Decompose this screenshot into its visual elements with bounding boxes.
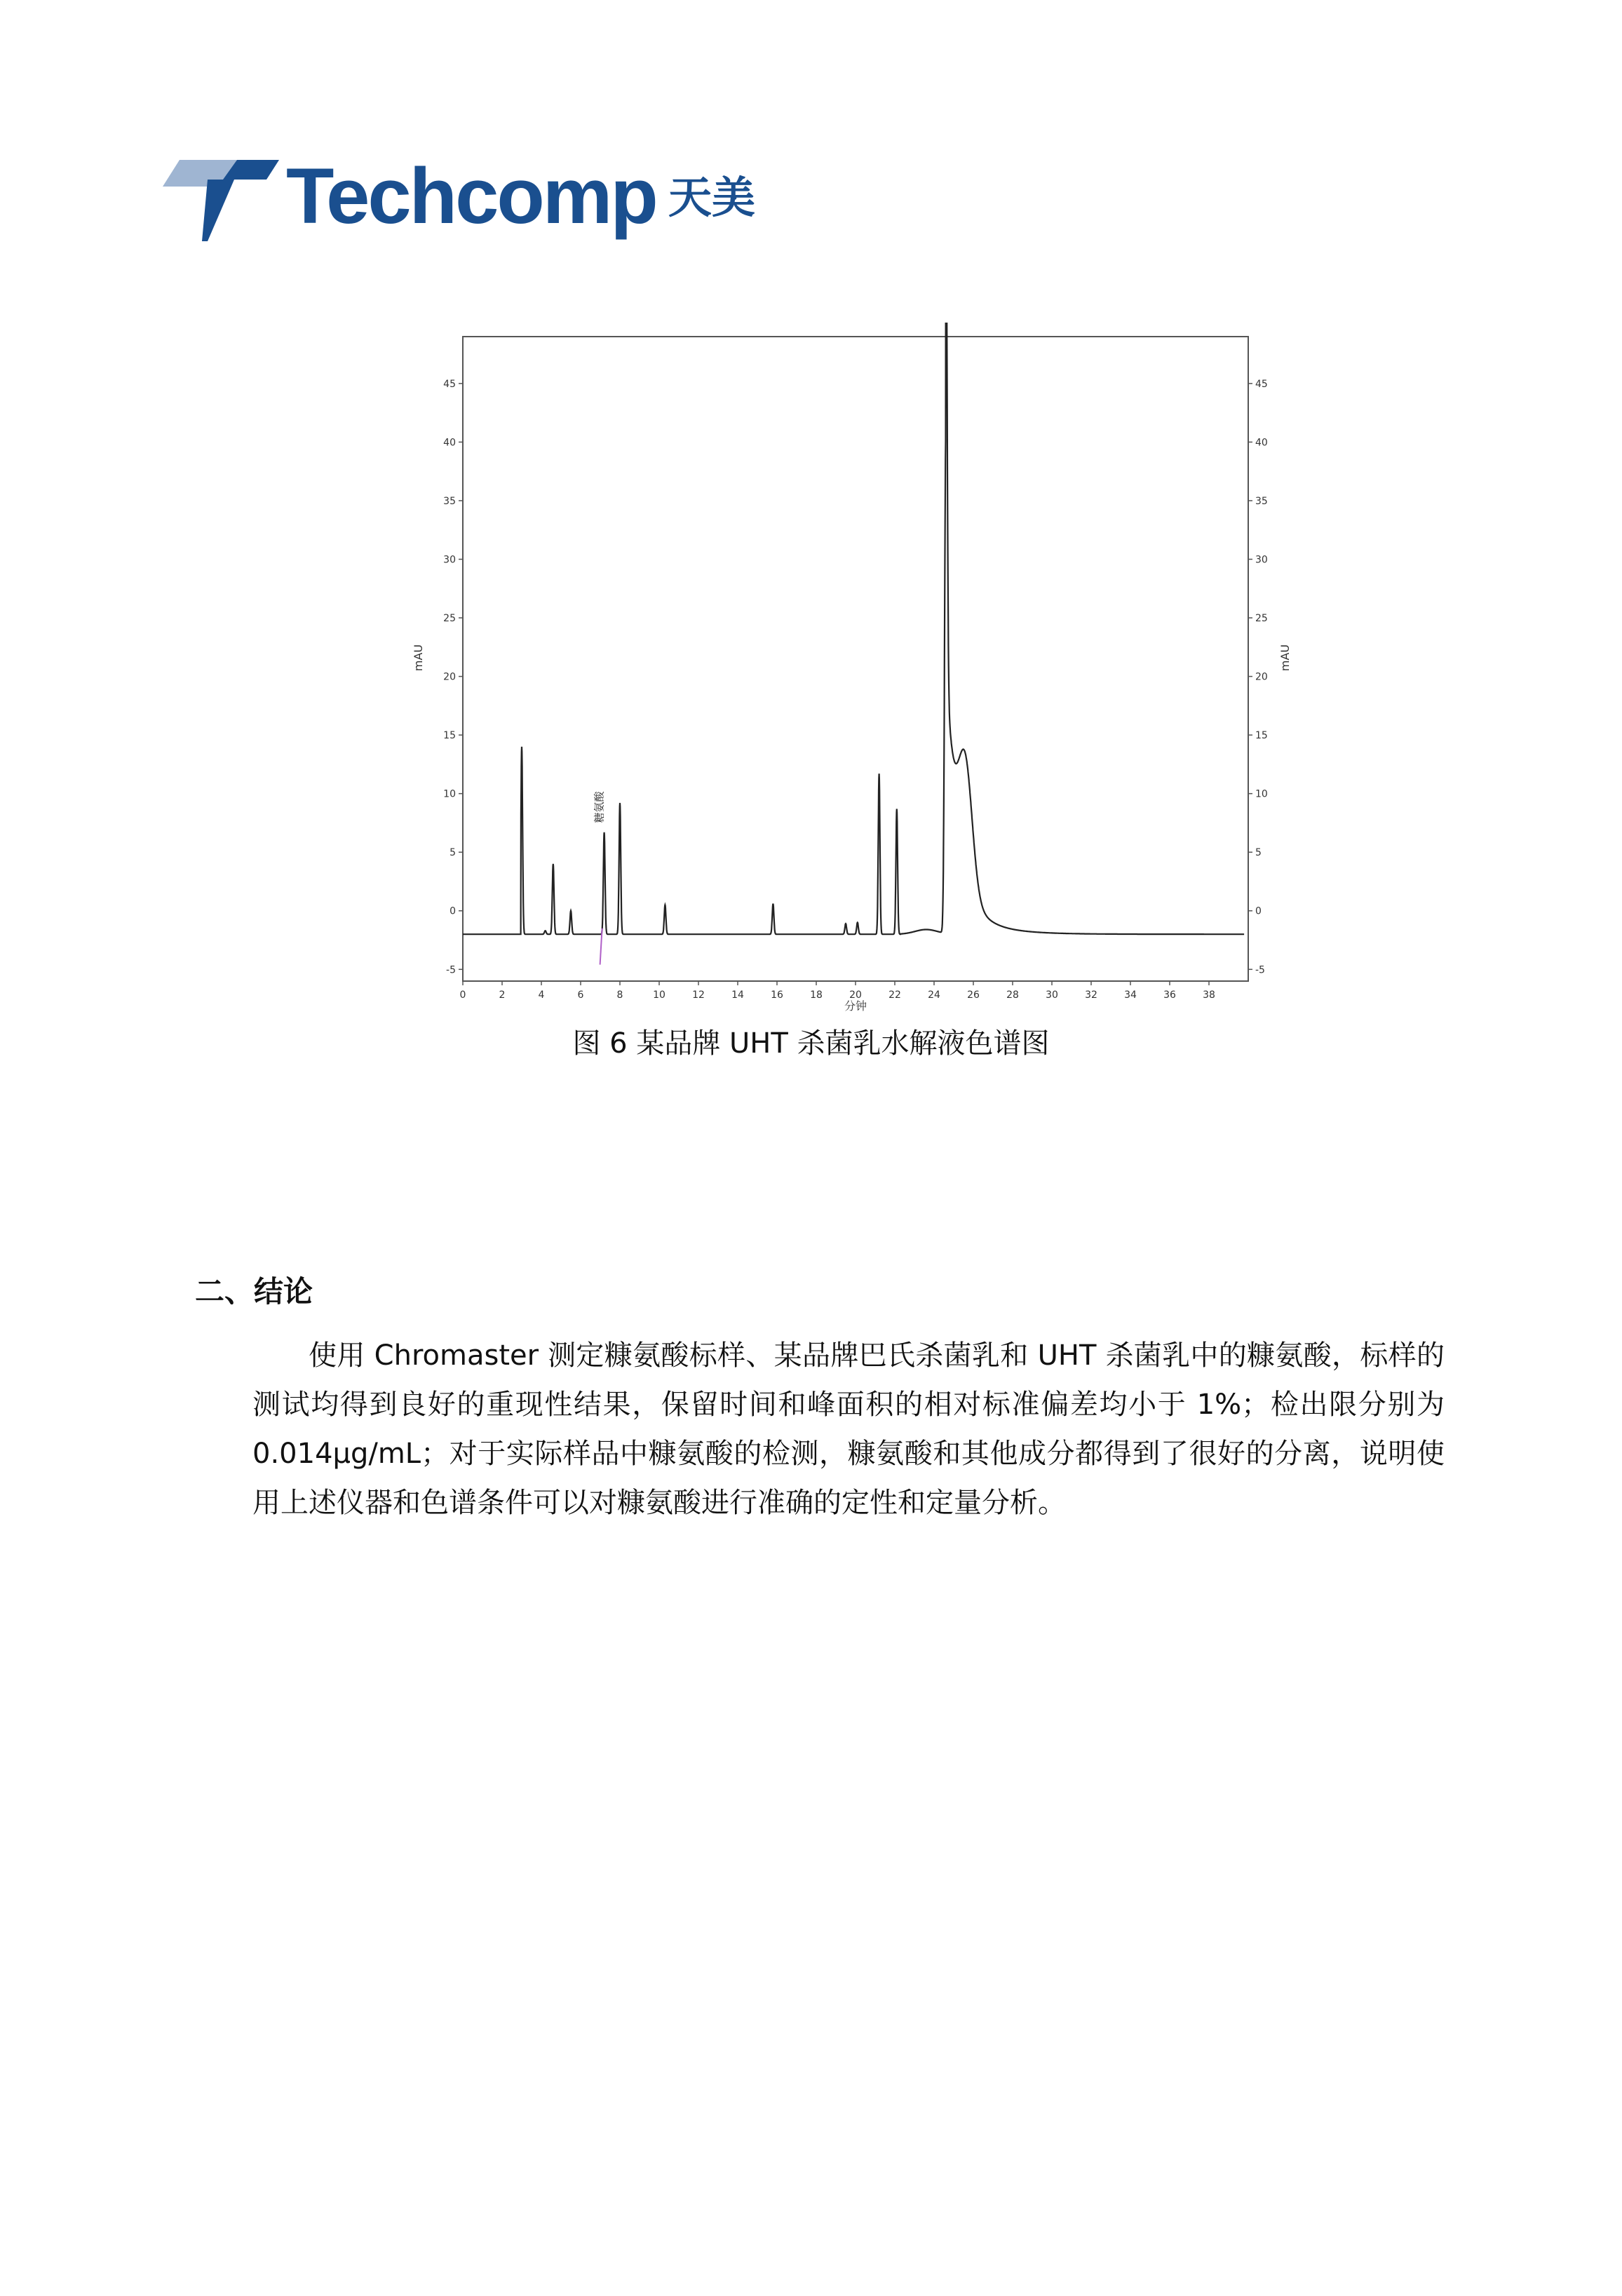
y-tick-label-left: 15 xyxy=(443,730,456,742)
chromatogram-trace xyxy=(463,323,1244,934)
x-tick-label: 18 xyxy=(810,990,823,1001)
x-tick-label: 6 xyxy=(577,990,584,1001)
y-tick-label-right: 40 xyxy=(1255,437,1268,449)
y-axis-left-ticks xyxy=(443,379,463,975)
x-tick-label: 22 xyxy=(888,990,901,1001)
y-tick-label-left: 30 xyxy=(443,554,456,566)
x-axis-label: 分钟 xyxy=(844,999,867,1013)
x-tick-label: 20 xyxy=(849,990,862,1001)
y-tick-label-right: 10 xyxy=(1255,788,1268,800)
y-tick-label-right: 15 xyxy=(1255,730,1268,742)
x-tick-label: 8 xyxy=(616,990,623,1001)
y-tick-label-right: 45 xyxy=(1255,378,1268,390)
x-tick-label: 2 xyxy=(499,990,506,1001)
y-axis-label-left: mAU xyxy=(412,644,425,672)
y-tick-label-left: 10 xyxy=(443,788,456,800)
section-heading: 二、结论 xyxy=(195,1274,313,1309)
y-tick-label-left: 20 xyxy=(443,671,456,683)
y-tick-label-right: 35 xyxy=(1255,495,1268,507)
logo-wordmark: Techcomp xyxy=(286,152,656,240)
y-tick-label-right: -5 xyxy=(1255,964,1265,976)
x-tick-label: 4 xyxy=(538,990,545,1001)
peak-annotation-label: 糖氨酸 xyxy=(593,791,606,823)
y-tick-label-right: 5 xyxy=(1255,847,1262,859)
y-tick-label-right: 0 xyxy=(1255,905,1262,917)
x-axis-ticks xyxy=(460,981,1215,1001)
y-tick-label-left: 40 xyxy=(443,437,456,449)
y-tick-label-left: 0 xyxy=(450,905,456,917)
x-tick-label: 28 xyxy=(1006,990,1019,1001)
y-tick-label-left: 35 xyxy=(443,495,456,507)
x-tick-label: 30 xyxy=(1046,990,1058,1001)
conclusion-paragraph: 使用 Chromaster 测定糠氨酸标样、某品牌巴氏杀菌乳和 UHT 杀菌乳中的糠氨酸，标样的测试均得到良好的重现性结果，保留时间和峰面积的相对标准偏差均小于 1%；检出限分别为 0.014μg/mL；对于实际样品中糠氨酸的检测，糠氨酸和其他成分都得到了很好的分离，说明使用上述仪器和色谱条件可以对糠氨酸进行准确的定性和定量分析。 xyxy=(252,1339,1445,1519)
figure-caption: 图 6 某品牌 UHT 杀菌乳水解液色谱图 xyxy=(572,1027,1050,1060)
y-tick-label-left: -5 xyxy=(446,964,456,976)
x-tick-label: 26 xyxy=(967,990,980,1001)
y-tick-label-left: 25 xyxy=(443,613,456,625)
x-tick-label: 10 xyxy=(653,990,665,1001)
x-tick-label: 0 xyxy=(459,990,466,1001)
plot-frame xyxy=(463,337,1248,981)
y-tick-label-right: 25 xyxy=(1255,613,1268,625)
x-tick-label: 24 xyxy=(928,990,940,1001)
techcomp-logo xyxy=(153,147,784,245)
y-axis-right-ticks xyxy=(1248,379,1268,975)
techcomp-logo-mark-icon xyxy=(153,153,279,244)
y-tick-label-left: 45 xyxy=(443,378,456,390)
chromatogram-chart xyxy=(393,323,1297,1024)
y-tick-label-right: 30 xyxy=(1255,554,1268,566)
y-tick-label-left: 5 xyxy=(450,847,456,859)
x-tick-label: 12 xyxy=(692,990,705,1001)
x-tick-label: 14 xyxy=(731,990,744,1001)
x-tick-label: 36 xyxy=(1163,990,1176,1001)
y-tick-label-right: 20 xyxy=(1255,671,1268,683)
x-tick-label: 38 xyxy=(1203,990,1215,1001)
x-tick-label: 32 xyxy=(1085,990,1097,1001)
chromatogram-svg xyxy=(393,323,1297,1024)
logo-chinese-name: 天美 xyxy=(668,172,756,223)
x-tick-label: 16 xyxy=(771,990,783,1001)
x-tick-label: 34 xyxy=(1124,990,1137,1001)
y-axis-label-right: mAU xyxy=(1278,644,1292,672)
